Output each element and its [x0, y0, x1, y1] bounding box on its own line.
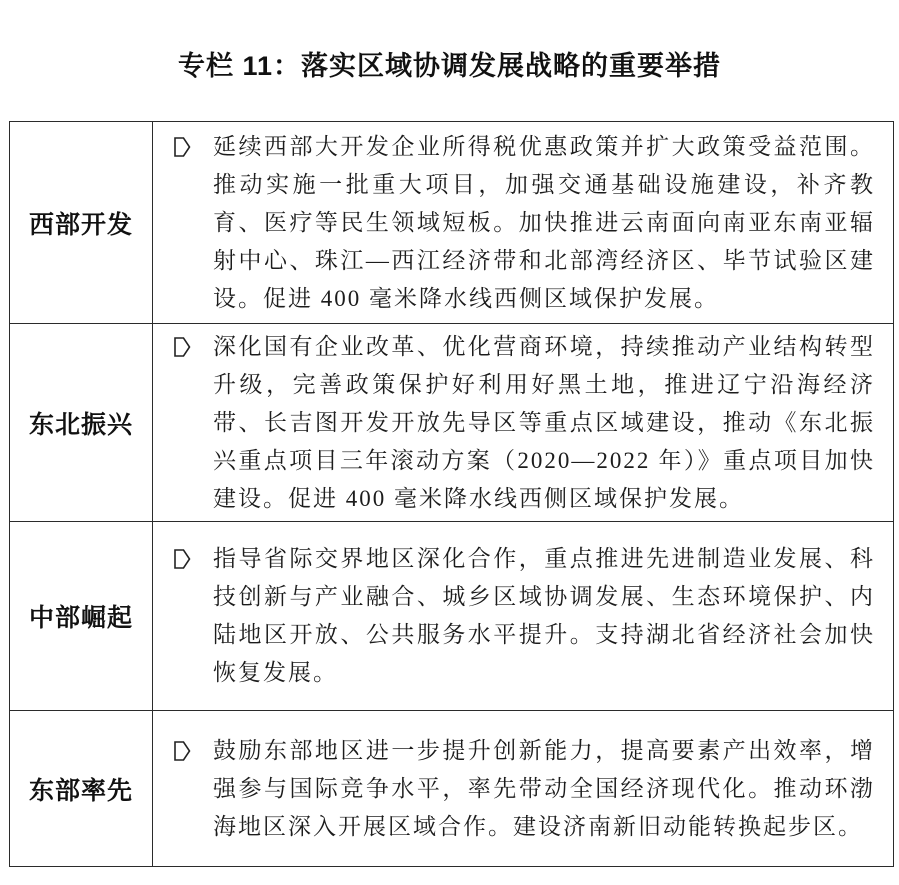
table-row: [10, 122, 893, 323]
page-title: 专栏 11：落实区域协调发展战略的重要举措: [177, 51, 722, 81]
row-content-body: [173, 540, 875, 692]
row-label: 西部开发: [10, 122, 153, 323]
row-label: 东部率先: [10, 711, 153, 866]
arrow-right-outline-icon: [173, 136, 191, 158]
row-content: [153, 522, 893, 710]
table-row: [10, 323, 893, 521]
row-content: [153, 324, 893, 521]
row-label: 东北振兴: [10, 324, 153, 521]
row-content: [153, 711, 893, 866]
row-content: [153, 122, 893, 323]
row-content-body: [173, 732, 875, 846]
row-text: 鼓励东部地区进一步提升创新能力，提高要素产出效率，增强参与国际竞争水平，率先带动全国经济现代化。推动环渤海地区深入开展区域合作。建设济南新旧动能转换起步区。: [213, 737, 875, 839]
row-content-body: [173, 328, 875, 518]
row-content-body: [173, 128, 875, 318]
table-row: [10, 521, 893, 710]
arrow-right-outline-icon: [173, 336, 191, 358]
measures-table: [9, 121, 894, 867]
table-row: [10, 710, 893, 866]
arrow-right-outline-icon: [173, 548, 191, 570]
row-text: 延续西部大开发企业所得税优惠政策并扩大政策受益范围。推动实施一批重大项目，加强交通基础设施建设，补齐教育、医疗等民生领域短板。加快推进云南面向南亚东南亚辐射中心、珠江—西江经济带和北部湾经济区、毕节试验区建设。促进 400 毫米降水线西侧区域保护发展。: [213, 133, 875, 311]
row-label: 中部崛起: [10, 522, 153, 710]
row-text: 指导省际交界地区深化合作，重点推进先进制造业发展、科技创新与产业融合、城乡区域协调发展、生态环境保护、内陆地区开放、公共服务水平提升。支持湖北省经济社会加快恢复发展。: [213, 546, 875, 685]
row-text: 深化国有企业改革、优化营商环境，持续推动产业结构转型升级，完善政策保护好利用好黑土地，推进辽宁沿海经济带、长吉图开发开放先导区等重点区域建设，推动《东北振兴重点项目三年滚动方案（2020—2022 年）》重点项目加快建设。促进 400 毫米降水线西侧区域保护发展。: [213, 333, 875, 511]
arrow-right-outline-icon: [173, 740, 191, 762]
